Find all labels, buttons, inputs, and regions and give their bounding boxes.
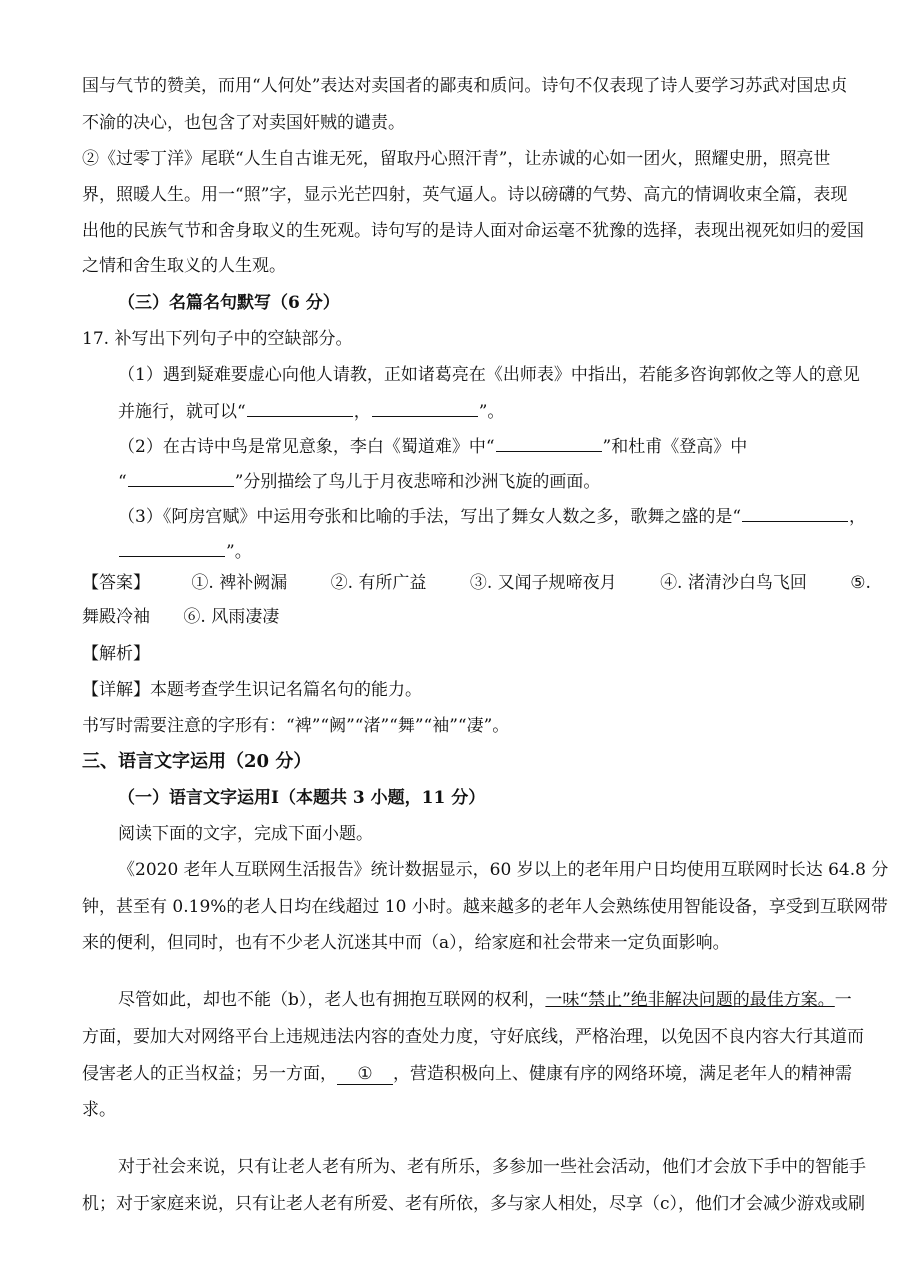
answer-item: ④. 渚清沙白鸟飞回 bbox=[660, 573, 807, 593]
question-text: （3）《阿房宫赋》中运用夸张和比喻的手法，写出了舞女人数之多，歌舞之盛的是“ bbox=[118, 507, 742, 527]
detail-line: 【详解】本题考查学生识记名篇名句的能力。 bbox=[82, 680, 422, 700]
instruction: 阅读下面的文字，完成下面小题。 bbox=[118, 824, 373, 844]
section-heading: 三、语言文字运用（20 分） bbox=[82, 751, 312, 772]
question-part: （1）遇到疑难要虚心向他人请教，正如诸葛亮在《出师表》中指出，若能多咨询郭攸之等人的意见 bbox=[118, 365, 860, 385]
question-part bbox=[118, 538, 252, 564]
answer-blank[interactable] bbox=[742, 503, 848, 522]
answer-blank[interactable] bbox=[128, 468, 234, 487]
question-text: （2）在古诗中鸟是常见意象，李白《蜀道难》中“ bbox=[118, 437, 495, 457]
answer-item: ②. 有所广益 bbox=[330, 573, 427, 593]
answer-blank[interactable] bbox=[372, 398, 478, 417]
answer-line bbox=[82, 571, 871, 595]
underlined-sentence: 一味“禁止”绝非解决问题的最佳方案。 bbox=[545, 990, 835, 1010]
text-line: 界，照暖人生。用一“照”字，显示光芒四射，英气逼人。诗以磅礴的气势、高亢的情调收束全篇，表现 bbox=[82, 185, 848, 205]
passage-line: 来的便利，但同时，也有不少老人沉迷其中而（a），给家庭和社会带来一定负面影响。 bbox=[82, 933, 730, 953]
answer-item: ③. 又闻子规啼夜月 bbox=[469, 573, 617, 593]
question-text: “ bbox=[118, 472, 127, 492]
question-part bbox=[118, 433, 747, 459]
passage-line: 方面，要加大对网络平台上违规违法内容的查处力度，守好底线，严格治理，以免因不良内容大行其道而 bbox=[82, 1027, 864, 1047]
question-text: ”和杜甫《登高》中 bbox=[602, 437, 748, 457]
text-line: 之情和舍生取义的人生观。 bbox=[82, 256, 286, 276]
answer-blank[interactable]: ① bbox=[337, 1064, 393, 1085]
text-line: 出他的民族气节和舍身取义的生死观。诗句写的是诗人面对命运毫不犹豫的选择，表现出视死如归的爱国 bbox=[82, 221, 864, 241]
question-stem: 17. 补写出下列句子中的空缺部分。 bbox=[82, 329, 353, 349]
text-line: 国与气节的赞美，而用“人何处”表达对卖国者的鄙夷和质问。诗句不仅表现了诗人要学习苏武对国忠贞 bbox=[82, 76, 848, 96]
passage-line: 《2020 老年人互联网生活报告》统计数据显示，60 岁以上的老年用户日均使用互联网时长达 64.8 分 bbox=[118, 860, 889, 880]
question-text: ”分别描绘了鸟儿于月夜悲啼和沙洲飞旋的画面。 bbox=[234, 472, 601, 492]
question-part bbox=[118, 503, 866, 529]
answer-blank[interactable] bbox=[247, 398, 353, 417]
text-line: ②《过零丁洋》尾联“人生自古谁无死，留取丹心照汗青”，让赤诚的心如一团火，照耀史册，照亮世 bbox=[82, 149, 831, 169]
answer-item: ①. 裨补阙漏 bbox=[191, 573, 288, 593]
passage-line: 钟，甚至有 0.19%的老人日均在线超过 10 小时。越来越多的老年人会熟练使用智能设备，享受到互联网带 bbox=[82, 897, 888, 917]
passage-line: 尽管如此，却也不能（b），老人也有拥抱互联网的权利，一味“禁止”绝非解决问题的最佳方案。一 bbox=[118, 990, 852, 1010]
question-text: 并施行，就可以“ bbox=[118, 402, 246, 422]
answer-line: 舞殿冷袖 ⑥. 风雨凄凄 bbox=[82, 607, 280, 627]
question-text: ”。 bbox=[226, 542, 252, 562]
passage-line: 求。 bbox=[82, 1100, 116, 1120]
detail-line: 书写时需要注意的字形有：“裨”“阙”“渚”“舞”“袖”“凄”。 bbox=[82, 716, 510, 736]
question-text: ”。 bbox=[478, 402, 505, 422]
passage-line: 机；对于家庭来说，只有让老人老有所爱、老有所依，多与家人相处，尽享（c），他们才会减少游戏或刷 bbox=[82, 1194, 866, 1214]
question-text: ， bbox=[353, 402, 371, 422]
question-text: ， bbox=[849, 507, 867, 527]
answer-blank[interactable] bbox=[496, 433, 602, 452]
question-part bbox=[118, 398, 504, 424]
passage-line: 对于社会来说，只有让老人老有所为、老有所乐，多参加一些社会活动，他们才会放下手中的智能手 bbox=[118, 1157, 866, 1177]
answer-blank[interactable] bbox=[119, 538, 225, 557]
answer-label: 【答案】 bbox=[82, 573, 150, 593]
subsection-heading: （一）语言文字运用Ⅰ（本题共 3 小题，11 分） bbox=[118, 788, 486, 808]
text-line: 不渝的决心，也包含了对卖国奸贼的谴责。 bbox=[82, 113, 405, 133]
passage-line: 侵害老人的正当权益；另一方面， ① ，营造积极向上、健康有序的网络环境，满足老年人的精神需 bbox=[82, 1064, 852, 1084]
answer-item: ⑤. bbox=[850, 573, 871, 593]
section-heading: （三）名篇名句默写（6 分） bbox=[118, 293, 340, 313]
question-part bbox=[118, 468, 600, 494]
analysis-label: 【解析】 bbox=[82, 644, 150, 664]
